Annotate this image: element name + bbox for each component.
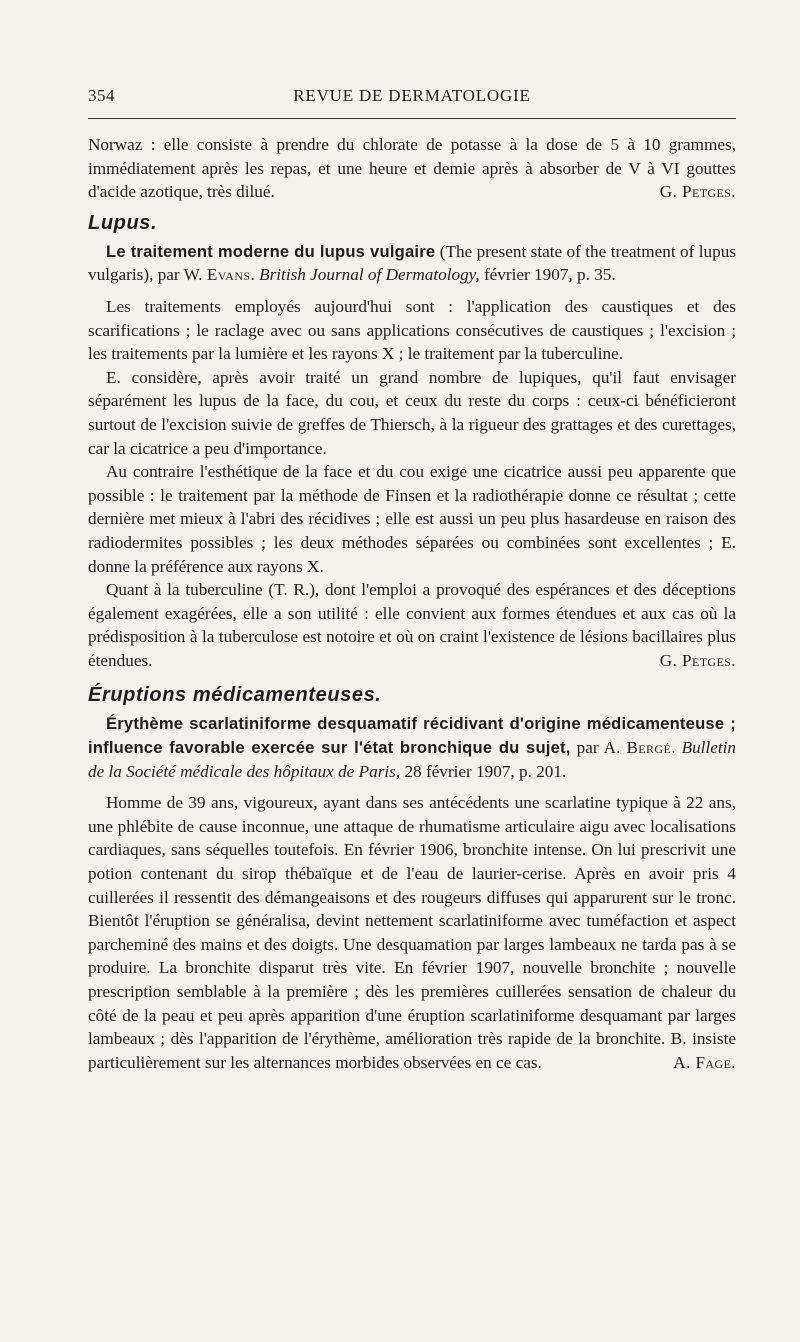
running-head xyxy=(88,86,736,112)
section-heading-lupus: Lupus. xyxy=(88,211,158,234)
lupus-sep: . xyxy=(250,265,260,285)
eruptions-paragraph-text: Homme de 39 ans, vigoureux, ayant dans ses antécédents une scarlatine typique à 22 ans, une phlébite de cause inconnue, une attaque de rhumatisme articulaire aigu avec localisations cardiaques, sans séquelles toutefois. En février 1906, bronchite intense. On lui prescrivit une potion contenant du sirop thébaïque et de l'eau de laurier-cerise. Après en avoir pris 4 cuillerées il ressentit des démangeaisons et des rougeurs diffuses qui apparurent sur le tronc. Bientôt l'éruption se généralisa, devint nettement scarlatiniforme avec tuméfaction et aspect parcheminé des mains et des doigts. Une desquamation par larges lambeaux ne tarda pas à se produire. La bronchite disparut très vite. En février 1907, nouvelle bronchite ; nouvelle prescription semblable à la première ; dès les premières cuillerées sensation de chaleur du côté de la peau et peu après apparition d'une éruption scarlatiniforme desquamant par larges lambeaux ; dès l'apparition de l'érythème, amélioration très rapide de la bronchite. B. insiste particulièrement sur les alternances morbides observées en ce cas. xyxy=(88,793,736,1072)
eruptions-citation: 28 février 1907, p. 201. xyxy=(400,761,567,781)
journal-title: REVUE DE DERMATOLOGIE xyxy=(293,86,531,105)
section-heading-eruptions: Éruptions médicamenteuses. xyxy=(88,684,382,707)
lupus-journal: British Journal of Dermatology, xyxy=(259,265,480,285)
lupus-article-header xyxy=(88,240,736,287)
lupus-paragraph-2: E. considère, après avoir traité un grand nombre de lupiques, qu'il faut envisager séparément les lupus de la face, du cou, et ceux du reste du corps : ceux-ci bénéficieront surtout de l'excision suivie de greffes de Thiersch, à la rigueur des grattages et des curettages, car la cicatrice a peu d'importance. xyxy=(88,367,736,458)
lupus-signature: G. Petges. xyxy=(659,650,736,670)
lupus-subtitle: (The present state of the treatment of lupus vulgaris), par W. xyxy=(88,241,737,285)
lupus-paragraph-3: Au contraire l'esthétique de la face et du cou exige une cicatrice aussi peu apparente que possible : le traitement par la méthode de Finsen et la radiothérapie donne ce résultat ; cette dernière met mieux à l'abri des récidives ; elle est aussi un peu plus hasardeuse en raison des radiodermites possibles ; les deux méthodes séparées ou combinées sont excellentes ; E. donne la préférence aux rayons X. xyxy=(88,462,736,576)
lupus-paragraph-4-text: Quant à la tuberculine (T. R.), dont l'emploi a provoqué des espérances et des déceptions également exagérées, elle a son utilité : elle convient aux formes étendues et aux cas où la prédisposition à la tuberculose est notoire et où on craint l'existence de lésions bacillaires plus étendues. xyxy=(88,580,736,670)
eruptions-paragraph xyxy=(88,791,736,1074)
lupus-citation: février 1907, p. 35. xyxy=(479,265,616,285)
intro-signature: G. Petges. xyxy=(659,182,736,202)
header-rule xyxy=(88,118,736,119)
eruptions-sep: . xyxy=(671,738,682,758)
eruptions-signature: A. Fage. xyxy=(673,1052,736,1072)
eruptions-by: par A. xyxy=(570,738,627,758)
intro-paragraph xyxy=(88,133,736,204)
page-number: 354 xyxy=(88,86,115,105)
eruptions-journal: Bulletin de la Société médicale des hôpitaux de Paris, xyxy=(88,738,736,781)
lupus-paragraph-4 xyxy=(88,578,736,672)
intro-text: Norwaz : elle consiste à prendre du chlorate de potasse à la dose de 5 à 10 grammes, immédiatement après les repas, et une heure et demie après à absorber de V à VI gouttes d'acide azotique, très dilué. xyxy=(88,135,736,202)
eruptions-article-header xyxy=(88,712,736,783)
lupus-author: Evans xyxy=(206,265,251,285)
lupus-article-title: Le traitement moderne du lupus vulgaire xyxy=(106,241,436,261)
lupus-paragraph-1: Les traitements employés aujourd'hui sont : l'application des caustiques et des scarifications ; le raclage avec ou sans applications consécutives de caustiques ; l'excision ; les traitements par la lumière et les rayons X ; le traitement par la tuberculine. xyxy=(88,296,736,364)
eruptions-author: Bergé xyxy=(626,738,672,758)
eruptions-article-title: Érythème scarlatiniforme desquamatif récidivant d'origine médicamenteuse ; influence favorable exercée sur l'état bronchique du sujet, xyxy=(88,714,736,758)
